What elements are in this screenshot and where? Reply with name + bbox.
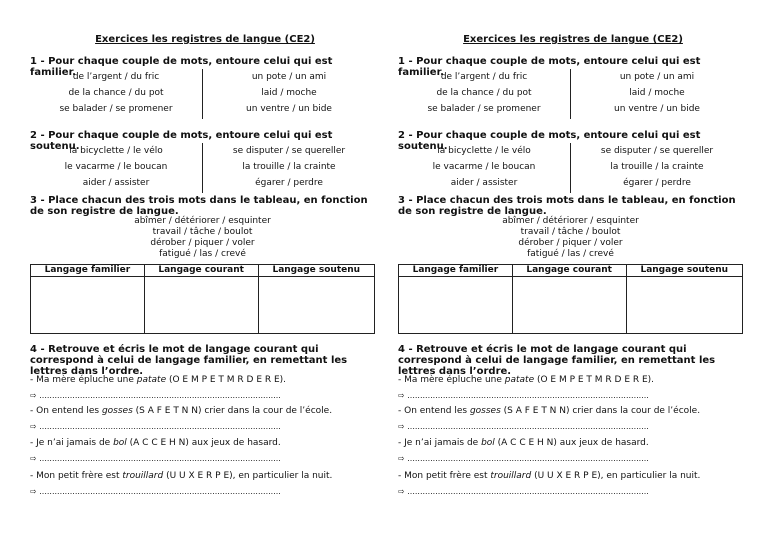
word-pair[interactable]: égarer / perdre xyxy=(623,178,691,188)
word-pair[interactable]: égarer / perdre xyxy=(255,178,323,188)
word-pair[interactable]: se disputer / se quereller xyxy=(232,146,346,156)
word-pair[interactable]: la trouille / la crainte xyxy=(242,162,336,172)
exercise-sentence: - On entend les gosses (S A F E T N N) crier dans la cour de l’école. xyxy=(30,406,333,416)
question-2-heading: 2 - Pour chaque couple de mots, entoure celui qui est soutenu. xyxy=(398,130,701,152)
pairs-column-right xyxy=(571,69,743,119)
question-1-pairs xyxy=(30,69,375,119)
word-pair[interactable]: aider / assister xyxy=(82,178,150,188)
word-pair[interactable]: la trouille / la crainte xyxy=(610,162,704,172)
word-pair[interactable]: se disputer / se quereller xyxy=(600,146,714,156)
question-1-pairs xyxy=(398,69,743,119)
column-header-courant: Langage courant xyxy=(144,265,258,277)
pairs-column-left xyxy=(30,143,203,193)
word-pair[interactable]: le vacarme / le boucan xyxy=(64,162,168,172)
word-list xyxy=(398,216,743,260)
question-1-heading: 1 - Pour chaque couple de mots, entoure celui qui est familier. xyxy=(30,56,333,78)
column-header-soutenu: Langage soutenu xyxy=(626,265,742,277)
question-4-heading: 4 - Retrouve et écris le mot de langage courant qui correspond à celui de langage familier, en remettant les lettres dans l’ordre. xyxy=(30,344,348,377)
word-group: travail / tâche / boulot xyxy=(520,227,621,237)
word-group: travail / tâche / boulot xyxy=(152,227,253,237)
word-pair[interactable]: la bicyclette / le vélo xyxy=(69,146,163,156)
register-table xyxy=(398,264,743,334)
answer-line[interactable]: ⇨ ............................................................................................... xyxy=(30,487,281,496)
pairs-column-left xyxy=(398,69,571,119)
word-pair[interactable]: un ventre / un bide xyxy=(246,104,332,114)
column-header-courant: Langage courant xyxy=(512,265,626,277)
answer-line[interactable]: ⇨ ............................................................................................... xyxy=(398,487,649,496)
exercise-sentence: - Ma mère épluche une patate (O E M P E T M R D E R E). xyxy=(398,375,655,385)
question-4-heading: 4 - Retrouve et écris le mot de langage courant qui correspond à celui de langage familier, en remettant les lettres dans l’ordre. xyxy=(398,344,716,377)
cell-familier[interactable] xyxy=(399,277,513,334)
register-table xyxy=(30,264,375,334)
question-2-pairs xyxy=(30,143,375,193)
pairs-column-right xyxy=(203,69,375,119)
answer-line[interactable]: ⇨ ............................................................................................... xyxy=(398,391,649,400)
pairs-column-right xyxy=(203,143,375,193)
exercise-sentence: - Je n’ai jamais de bol (A C C E H N) aux jeux de hasard. xyxy=(398,438,649,448)
question-2-pairs xyxy=(398,143,743,193)
word-pair[interactable]: se balader / se promener xyxy=(59,104,173,114)
word-pair[interactable]: la bicyclette / le vélo xyxy=(437,146,531,156)
question-2-heading: 2 - Pour chaque couple de mots, entoure celui qui est soutenu. xyxy=(30,130,333,152)
word-group: dérober / piquer / voler xyxy=(150,238,255,248)
exercise-sentence: - On entend les gosses (S A F E T N N) crier dans la cour de l’école. xyxy=(398,406,701,416)
word-group: fatigué / las / crevé xyxy=(159,249,246,259)
exercise-sentence: - Mon petit frère est trouillard (U U X E R P E), en particulier la nuit. xyxy=(398,471,701,481)
word-group: abîmer / détériorer / esquinter xyxy=(134,216,271,226)
word-pair[interactable]: un pote / un ami xyxy=(619,72,695,82)
word-pair[interactable]: le vacarme / le boucan xyxy=(432,162,536,172)
word-group: abîmer / détériorer / esquinter xyxy=(502,216,639,226)
word-group: fatigué / las / crevé xyxy=(527,249,614,259)
word-pair[interactable]: de la chance / du pot xyxy=(436,88,532,98)
word-pair[interactable]: un ventre / un bide xyxy=(614,104,700,114)
pairs-column-left xyxy=(30,69,203,119)
answer-line[interactable]: ⇨ ............................................................................................... xyxy=(398,454,649,463)
cell-courant[interactable] xyxy=(512,277,626,334)
worksheet-title: Exercices les registres de langue (CE2) xyxy=(463,34,683,45)
word-pair[interactable]: laid / moche xyxy=(629,88,685,98)
exercise-sentence: - Ma mère épluche une patate (O E M P E T M R D E R E). xyxy=(30,375,287,385)
exercise-sentence: - Mon petit frère est trouillard (U U X E R P E), en particulier la nuit. xyxy=(30,471,333,481)
word-pair[interactable]: de la chance / du pot xyxy=(68,88,164,98)
word-group: dérober / piquer / voler xyxy=(518,238,623,248)
word-pair[interactable]: de l’argent / du fric xyxy=(72,72,160,82)
column-header-familier: Langage familier xyxy=(31,265,145,277)
cell-soutenu[interactable] xyxy=(258,277,374,334)
word-pair[interactable]: de l’argent / du fric xyxy=(440,72,528,82)
word-pair[interactable]: aider / assister xyxy=(450,178,518,188)
cell-familier[interactable] xyxy=(31,277,145,334)
pairs-column-right xyxy=(571,143,743,193)
column-header-familier: Langage familier xyxy=(399,265,513,277)
worksheet-title: Exercices les registres de langue (CE2) xyxy=(95,34,315,45)
answer-line[interactable]: ⇨ ............................................................................................... xyxy=(398,422,649,431)
pairs-column-left xyxy=(398,143,571,193)
cell-soutenu[interactable] xyxy=(626,277,742,334)
answer-line[interactable]: ⇨ ............................................................................................... xyxy=(30,391,281,400)
question-1-heading: 1 - Pour chaque couple de mots, entoure celui qui est familier. xyxy=(398,56,701,78)
worksheet-left xyxy=(30,0,380,543)
answer-line[interactable]: ⇨ ............................................................................................... xyxy=(30,454,281,463)
question-3-heading: 3 - Place chacun des trois mots dans le tableau, en fonction de son registre de langue. xyxy=(30,195,368,217)
word-pair[interactable]: un pote / un ami xyxy=(251,72,327,82)
question-3-heading: 3 - Place chacun des trois mots dans le tableau, en fonction de son registre de langue. xyxy=(398,195,736,217)
answer-line[interactable]: ⇨ ............................................................................................... xyxy=(30,422,281,431)
worksheet-right xyxy=(398,0,748,543)
word-list xyxy=(30,216,375,260)
exercise-sentence: - Je n’ai jamais de bol (A C C E H N) aux jeux de hasard. xyxy=(30,438,281,448)
word-pair[interactable]: se balader / se promener xyxy=(427,104,541,114)
word-pair[interactable]: laid / moche xyxy=(261,88,317,98)
cell-courant[interactable] xyxy=(144,277,258,334)
column-header-soutenu: Langage soutenu xyxy=(258,265,374,277)
